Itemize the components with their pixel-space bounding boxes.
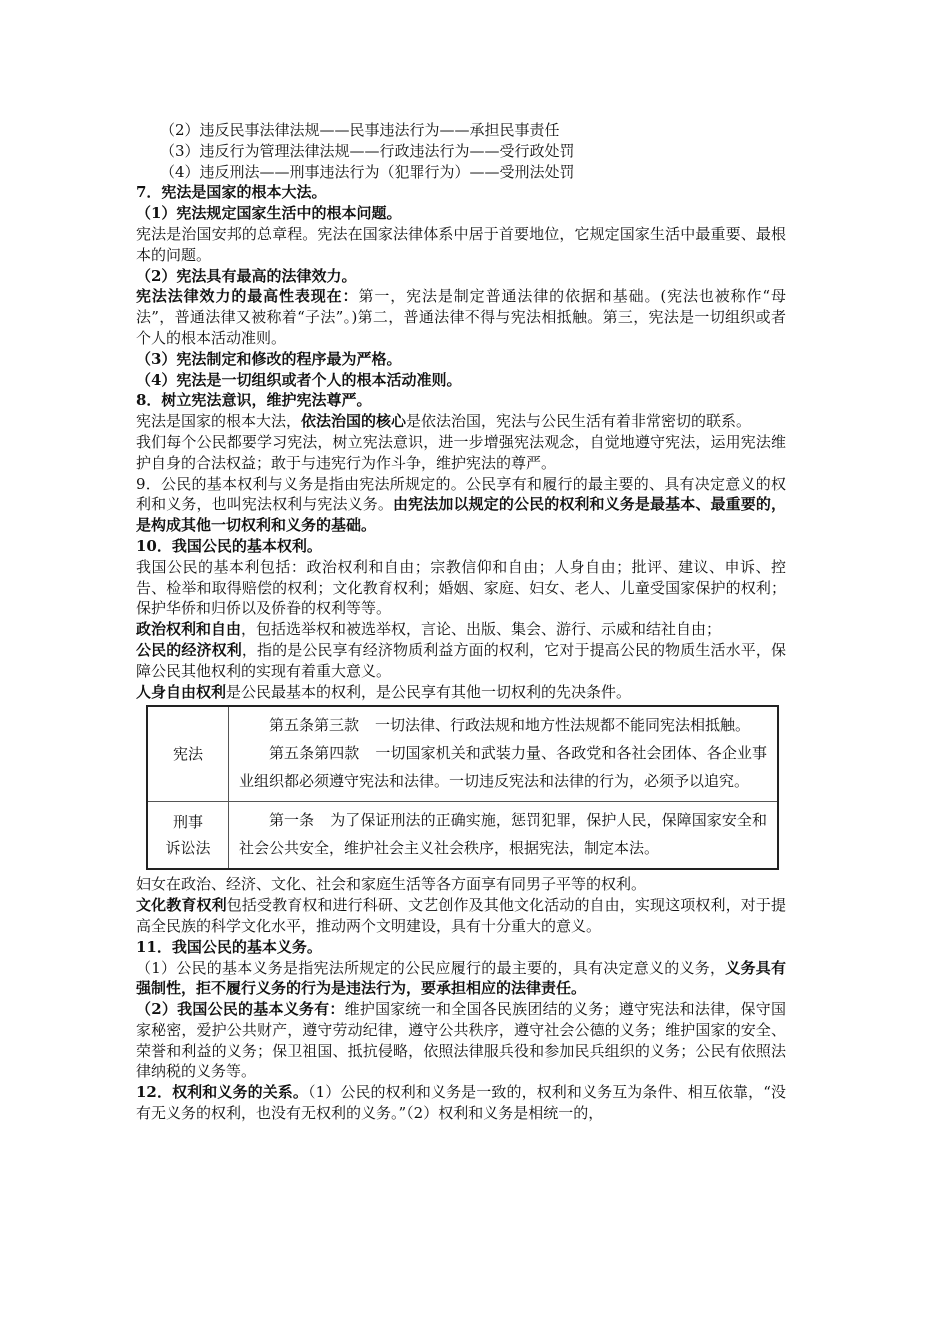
point-2-text: 第一，宪法是制定普通法律的依据和基础。(宪法也被称作“母法”，普通法律又被称着“子法”。)第二，普通法律不得与宪法相抵触。第三，宪法是一切组织或者个人的根本活动准则。 [136, 287, 786, 347]
law-article [239, 711, 767, 739]
text-run: 维护国家统一和全国各民族团结的义务；遵守宪法和法律，保守国家秘密，爱护公共财产，遵守劳动纪律，遵守公共秩序，遵守社会公德的义务；维护国家的安全、荣誉和利益的义务；保卫祖国、抵抗侵略，依照法律服兵役和参加民兵组织的义务；公民有依照法律纳税的义务等。 [136, 1000, 786, 1081]
bold-term: 政治权利和自由 [136, 620, 242, 639]
political-rights-paragraph [136, 619, 786, 640]
text-run: ，指的是公民享有经济物质利益方面的权利，它对于提高公民的物质生活水平，保障公民其他权利的实现有着重大意义。 [136, 640, 786, 680]
list-item: （4）违反刑法——刑事违法行为（犯罪行为）——受刑法处罚 [160, 162, 575, 181]
section-7-heading: 7．宪法是国家的根本大法。 [136, 183, 327, 202]
section-7-point-2-heading: （2）宪法具有最高的法律效力。 [136, 266, 357, 285]
section-7-point-3-heading: （3）宪法制定和修改的程序最为严格。 [136, 349, 402, 368]
table-row [147, 706, 778, 802]
text-run: 是公民最基本的权利，是公民享有其他一切权利的先决条件。 [226, 682, 632, 701]
bold-term: 依法治国的核心 [301, 412, 407, 431]
table-row [147, 802, 778, 870]
education-rights-paragraph [136, 895, 786, 937]
bold-term: 文化教育权利 [136, 896, 227, 915]
law-name-line: 刑事 [172, 813, 203, 832]
section-8-heading: 8．树立宪法意识，维护宪法尊严。 [136, 391, 372, 410]
section-11-paragraph-1 [136, 958, 786, 1000]
text-run: ，包括选举权和被选举权，言论、出版、集会、游行、示威和结社自由； [241, 620, 722, 639]
article-text: 一切法律、行政法规和地方性法规都不能同宪法相抵触。 [375, 716, 751, 735]
text-run: （1）公民的权利和义务是一致的，权利和义务互为条件、相互依靠，“没有无义务的权利，也没有无权利的义务。”（2）权利和义务是相统一的， [136, 1083, 786, 1123]
article-text: 一切国家机关和武装力量、各政党和各社会团体、各企业事业组织都必须遵守宪法和法律。一切违反宪法和法律的行为，必须予以追究。 [239, 744, 767, 791]
law-articles-cell [229, 802, 779, 870]
bold-term: 人身自由权利 [136, 682, 227, 701]
article-label: 第一条 [269, 811, 315, 830]
section-12-heading: 12．权利和义务的关系。 [136, 1083, 308, 1102]
text-run: （1）公民的基本义务是指宪法所规定的公民应履行的最主要的，具有决定意义的义务， [136, 958, 726, 977]
law-article [239, 739, 767, 795]
bold-statement: 由宪法加以规定的公民的权利和义务是最基本、最重要的，是构成其他一切权利和义务的基础。 [136, 495, 786, 535]
document-page [136, 120, 786, 1124]
text-run: 是依法治国，宪法与公民生活有着非常密切的联系。 [406, 412, 752, 431]
bold-term: （2）我国公民的基本义务有： [136, 1000, 345, 1019]
section-7-point-1-heading: （1）宪法规定国家生活中的根本问题。 [136, 204, 402, 223]
point-2-lead: 宪法法律效力的最高性表现在： [136, 287, 359, 306]
law-article [239, 806, 767, 862]
section-11-heading: 11．我国公民的基本义务。 [136, 937, 322, 956]
bold-term: 公民的经济权利 [136, 640, 242, 659]
section-9-paragraph [136, 474, 786, 536]
law-name-cell: 宪法 [147, 706, 229, 802]
section-8-paragraph-1 [136, 411, 786, 432]
section-7-point-2-paragraph [136, 286, 786, 348]
section-10-paragraph-1: 我国公民的基本利包括：政治权利和自由；宗教信仰和自由；人身自由；批评、建议、申诉、控告、检举和取得赔偿的权利；文化教育权利；婚姻、家庭、妇女、老人、儿童受国家保护的权利；保护华侨和归侨以及侨眷的权利等等。 [136, 557, 786, 618]
section-7-point-1-text: 宪法是治国安邦的总章程。宪法在国家法律体系中居于首要地位，它规定国家生活中最重要、最根本的问题。 [136, 224, 786, 264]
law-name-line: 诉讼法 [165, 839, 211, 858]
text-run: 9．公民的基本权利与义务是指由宪法所规定的。公民享有和履行的最主要的、具有决定意义的权利和义务，也叫宪法权利与宪法义务。 [136, 474, 786, 514]
section-8-paragraph-2: 我们每个公民都要学习宪法，树立宪法意识，进一步增强宪法观念，自觉地遵守宪法，运用宪法维护自身的合法权益；敢于与违宪行为作斗争，维护宪法的尊严。 [136, 432, 786, 472]
article-text: 为了保证刑法的正确实施，惩罚犯罪，保护人民，保障国家安全和社会公共安全，维护社会主义社会秩序，根据宪法，制定本法。 [239, 811, 767, 858]
law-excerpt-table [146, 705, 779, 870]
section-12-paragraph [136, 1082, 786, 1124]
article-label: 第五条第四款 [269, 744, 360, 763]
section-7-point-4-heading: （4）宪法是一切组织或者个人的根本活动准则。 [136, 370, 462, 389]
list-item: （2）违反民事法律法规——民事违法行为——承担民事责任 [160, 121, 560, 139]
personal-freedom-paragraph [136, 682, 786, 703]
law-articles-cell [229, 706, 779, 802]
womens-rights-paragraph: 妇女在政治、经济、文化、社会和家庭生活等各方面享有同男子平等的权利。 [136, 875, 647, 894]
article-label: 第五条第三款 [269, 716, 360, 735]
economic-rights-paragraph [136, 640, 786, 682]
bold-statement: 义务具有强制性，拒不履行义务的行为是违法行为，要承担相应的法律责任。 [136, 958, 786, 998]
text-run: 宪法是国家的根本大法， [136, 412, 302, 431]
law-name-cell [147, 802, 229, 870]
text-run: 包括受教育权和进行科研、文艺创作及其他文化活动的自由，实现这项权利，对于提高全民族的科学文化水平，推动两个文明建设，具有十分重大的意义。 [136, 896, 786, 935]
list-item: （3）违反行为管理法律法规——行政违法行为——受行政处罚 [160, 141, 575, 160]
section-11-paragraph-2 [136, 999, 786, 1082]
section-10-heading: 10．我国公民的基本权利。 [136, 536, 322, 555]
